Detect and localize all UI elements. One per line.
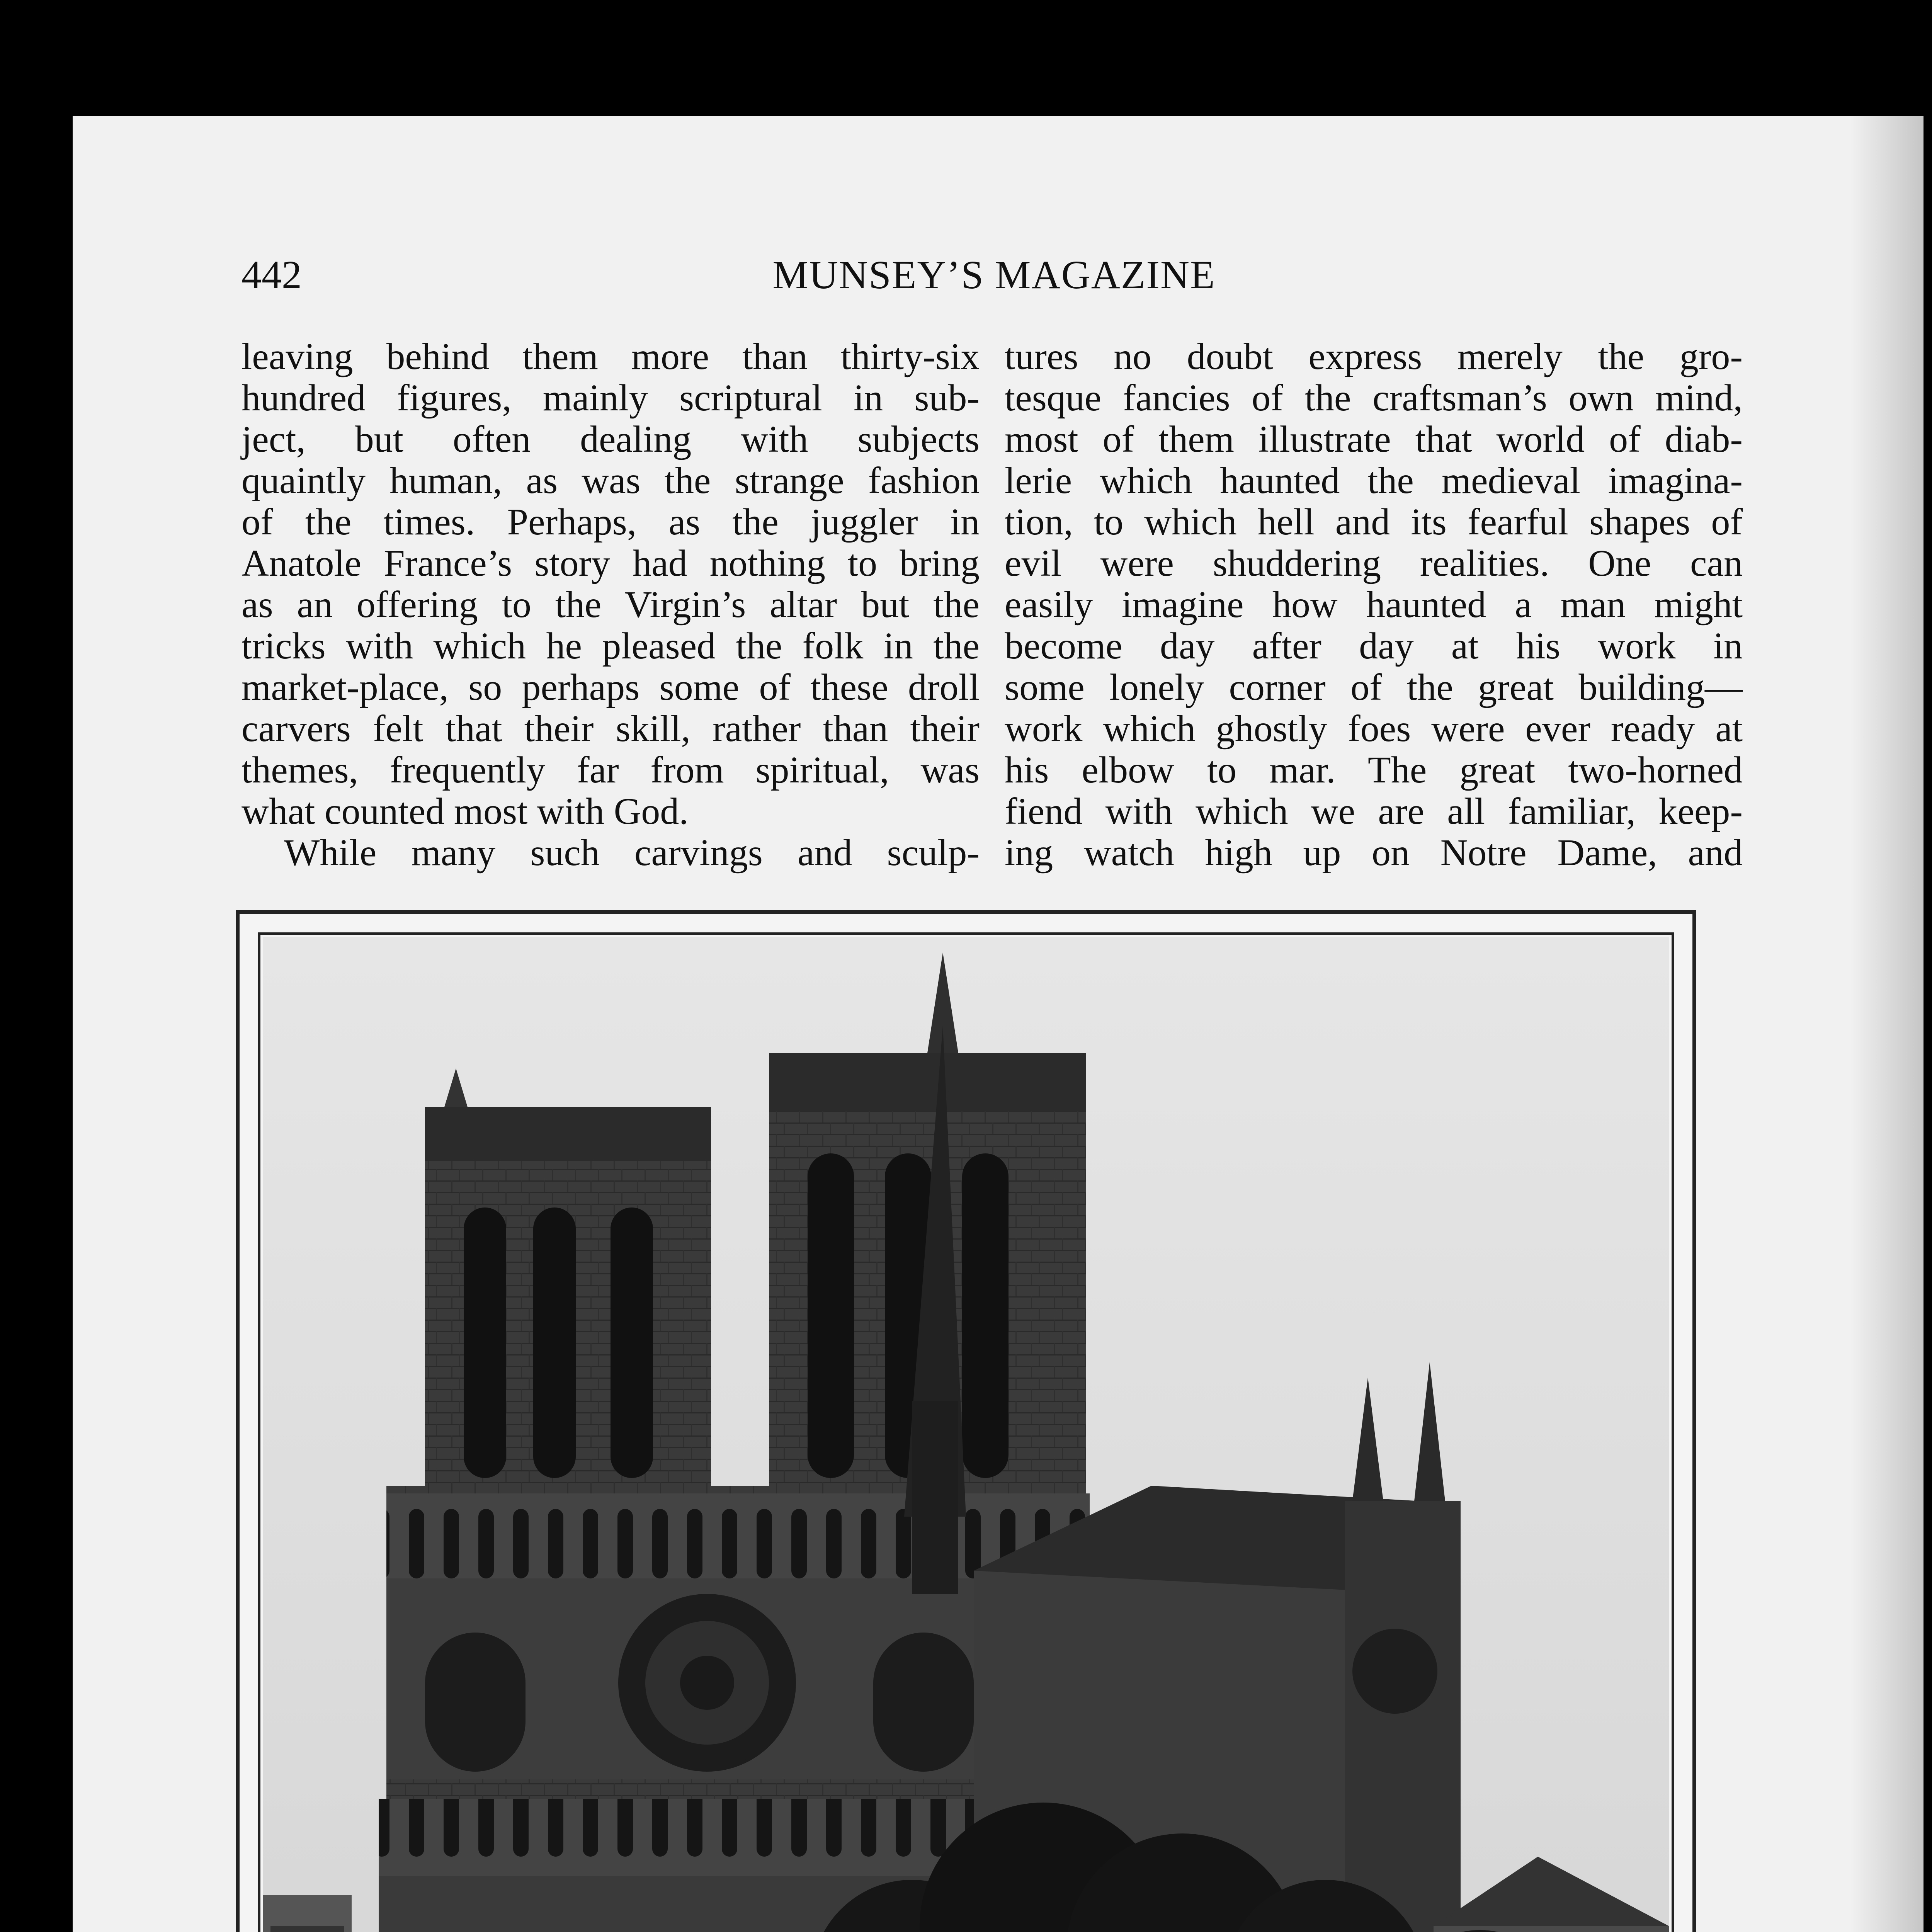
page-header (242, 248, 1747, 302)
text-column-left (242, 336, 980, 874)
text-line: While many such carvings and sculp- (284, 832, 980, 874)
text-line: most of them illustrate that world of diab- (1005, 418, 1743, 460)
text-line: evil were shuddering realities. One can (1005, 543, 1743, 584)
text-line: easily imagine how haunted a man might (1005, 584, 1743, 626)
text-line: tricks with which he pleased the folk in the (242, 625, 980, 667)
binding-gutter (1926, 93, 1932, 1932)
running-head: MUNSEY’S MAGAZINE (772, 253, 1216, 297)
text-line: tion, to which hell and its fearful shapes of (1005, 501, 1743, 543)
text-line: what counted most with God. (242, 791, 689, 832)
text-line: as an offering to the Virgin’s altar but the (242, 584, 980, 626)
text-line: ing watch high up on Notre Dame, and (1005, 832, 1743, 874)
text-line: of the times. Perhaps, as the juggler in (242, 501, 980, 543)
text-line: tesque fancies of the craftsman’s own mind, (1005, 377, 1743, 419)
text-line: leaving behind them more than thirty-six (242, 336, 980, 378)
text-line: market-place, so perhaps some of these droll (242, 667, 980, 708)
text-line: themes, frequently far from spiritual, was (242, 749, 980, 791)
text-line: work which ghostly foes were ever ready at (1005, 708, 1743, 750)
text-column-right (1005, 336, 1743, 874)
text-line: some lonely corner of the great building— (1005, 667, 1743, 708)
text-line: carvers felt that their skill, rather than their (242, 708, 980, 750)
text-line: lerie which haunted the medieval imagina- (1005, 460, 1743, 502)
text-line: his elbow to mar. The great two-horned (1005, 749, 1743, 791)
text-line: tures no doubt express merely the gro- (1005, 336, 1743, 378)
text-line: hundred figures, mainly scriptural in sub- (242, 377, 980, 419)
text-line: Anatole France’s story had nothing to bring (242, 543, 980, 584)
text-line: fiend with which we are all familiar, keep- (1005, 791, 1743, 832)
page-number: 442 (242, 253, 302, 297)
text-line: ject, but often dealing with subjects (242, 418, 980, 460)
notre-dame-photograph (263, 937, 1669, 1932)
photo-frame (236, 910, 1696, 1932)
text-line: become day after day at his work in (1005, 625, 1743, 667)
text-line: quaintly human, as was the strange fashion (242, 460, 980, 502)
